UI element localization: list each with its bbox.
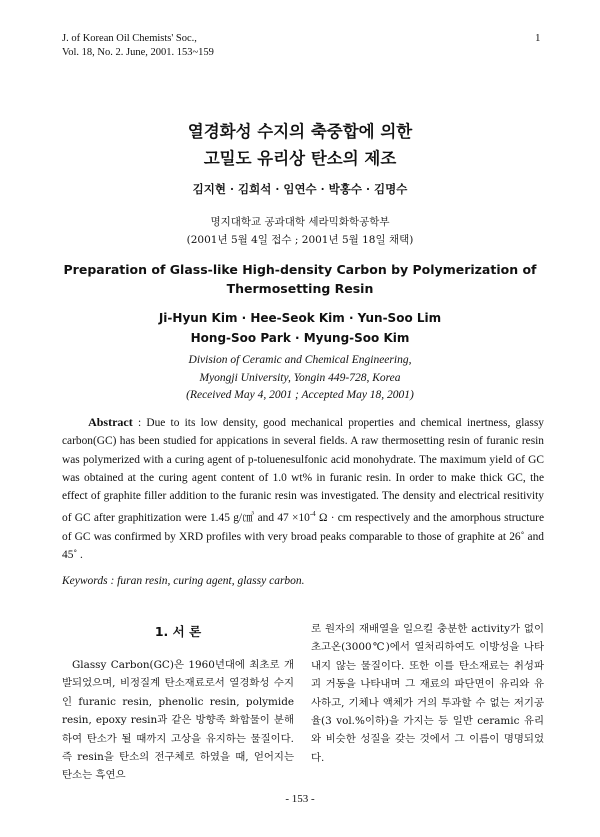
- korean-title-line-2: 고밀도 유리상 탄소의 제조: [203, 149, 397, 168]
- keywords: Keywords : furan resin, curing agent, glassy carbon.: [62, 575, 305, 587]
- body-text-left-column: Glassy Carbon(GC)은 1960년대에 최초로 개발되었으며, 비정질계 탄소재료로서 열경화성 수지인 furanic resin, phenolic resin, polymide resin, epoxy resin과 같은 방향족 화합물이 분해하여 탄소가 될 때까지 고상을 유지하는 물질이다. 즉 resin을 탄소의 전구체로 하였을 때, 얻어지는 탄소는 흑연으: [62, 659, 294, 782]
- english-affiliation-line-1: Division of Ceramic and Chemical Engineering,: [188, 354, 412, 366]
- english-title: [40, 260, 560, 298]
- journal-citation: [62, 32, 214, 60]
- english-title-line-2: Thermosetting Resin: [226, 281, 374, 296]
- abstract-exponent: -4: [309, 510, 316, 519]
- english-affiliation: [0, 352, 600, 405]
- abstract-text-1: : Due to its low density, good mechanical properties and chemical inertness, glassy carbon(GC) has been studied for appications in several fields. A raw thermosetting resin of furanic resin was polymerized with a curing agent of p-toluenesulfonic acid monohydrate. The maximum yield of GC was obtained at the curing agent content of 1.0 wt% in furanic resin. In order to make thick GC, the effect of graphite filler addition to the furanic resin was investigated. The density and electrical resitivity of GC after graphitization were 1.45 g/㎤ and 47 ×10: [62, 417, 544, 525]
- abstract-label: Abstract: [88, 415, 133, 429]
- body-text-right-column: 로 원자의 재배열을 일으킬 충분한 activity가 없이 초고온(3000℃)에서 열처리하여도 이방성을 나타내지 않는 물질이다. 또한 이를 탄소재료는 취성파괴 거동을 나타내며 그 재료의 파단면이 유리와 유사하고, 기체나 액체가 거의 투과할 수 없는 저기공율(3 vol.%이하)을 가지는 등 일반 ceramic 유리와 비슷한 성질을 갖는 것에서 그 이름이 명명되었다.: [311, 623, 544, 764]
- abstract: [62, 413, 544, 564]
- section-heading: 1. 서 론: [154, 624, 202, 639]
- korean-dates: (2001년 5월 4일 접수 ; 2001년 5월 18일 채택): [186, 234, 414, 246]
- english-authors: [0, 308, 600, 348]
- journal-volume: Vol. 18, No. 2. June, 2001. 153~159: [62, 47, 214, 58]
- korean-affiliation: [0, 213, 600, 249]
- page-number: 1: [535, 32, 541, 44]
- korean-title-line-1: 열경화성 수지의 축중합에 의한: [187, 122, 413, 141]
- korean-affiliation-name: 명지대학교 공과대학 세라믹화학공학부: [210, 216, 390, 228]
- journal-name: J. of Korean Oil Chemists' Soc.,: [62, 33, 197, 44]
- english-authors-line-2: Hong-Soo Park · Myung-Soo Kim: [190, 331, 410, 345]
- english-dates: (Received May 4, 2001 ; Accepted May 18, 2001): [186, 389, 414, 401]
- korean-title: [0, 118, 600, 172]
- english-title-line-1: Preparation of Glass-like High-density Carbon by Polymerization of: [63, 262, 537, 277]
- english-authors-line-1: Ji-Hyun Kim · Hee-Seok Kim · Yun-Soo Lim: [158, 311, 442, 325]
- abstract-text-2: Ω · cm respectively and the amorphous structure of GC was confirmed by XRD profiles with very broad peaks comparable to those of graphite at 26˚ and 45˚ .: [62, 512, 544, 561]
- korean-authors: 김지현 · 김희석 · 임연수 · 박홍수 · 김명수: [192, 182, 408, 196]
- page-footer: - 153 -: [285, 793, 315, 805]
- english-affiliation-line-2: Myongji University, Yongin 449-728, Korea: [199, 371, 401, 384]
